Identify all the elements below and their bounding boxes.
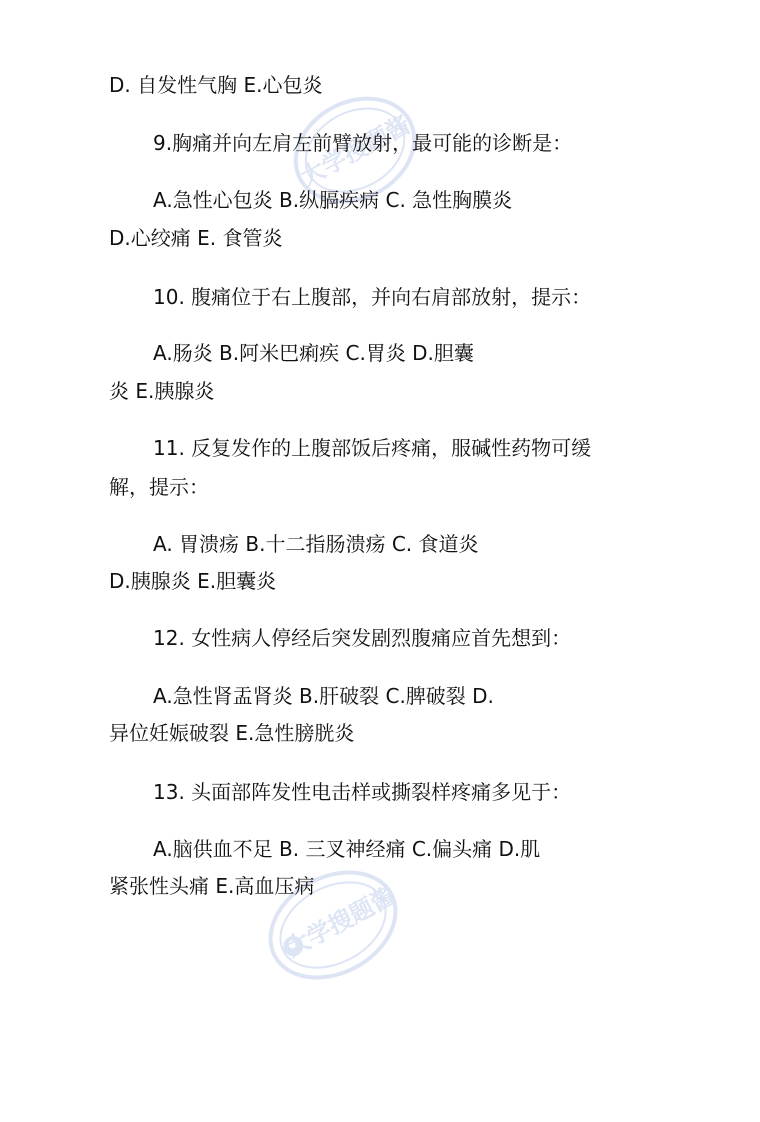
option-line-10-de: 炎 E.胰腺炎	[109, 379, 215, 403]
question-11-part1: 11. 反复发作的上腹部饭后疼痛，服碱性药物可缓	[153, 436, 592, 460]
option-line-8-de: D. 自发性气胸 E.心包炎	[109, 73, 323, 97]
question-10: 10. 腹痛位于右上腹部，并向右肩部放射，提示：	[153, 285, 592, 309]
question-11-part2: 解，提示：	[109, 475, 209, 499]
option-line-13-abcd: A.脑供血不足 B. 三叉神经痛 C.偏头痛 D.肌	[153, 837, 541, 861]
question-9: 9.胸痛并向左肩左前臂放射，最可能的诊断是：	[153, 131, 573, 155]
question-13: 13. 头面部阵发性电击样或撕裂样疼痛多见于：	[153, 780, 572, 804]
option-line-11-de: D.胰腺炎 E.胆囊炎	[109, 569, 277, 593]
option-line-12-de: 异位妊娠破裂 E.急性膀胱炎	[109, 721, 355, 745]
option-line-10-abcd: A.肠炎 B.阿米巴痢疾 C.胃炎 D.胆囊	[153, 341, 474, 365]
option-line-9-abc: A.急性心包炎 B.纵膈疾病 C. 急性胸膜炎	[153, 188, 513, 212]
option-line-13-de: 紧张性头痛 E.高血压病	[109, 874, 315, 898]
option-line-12-abcd: A.急性肾盂肾炎 B.肝破裂 C.脾破裂 D.	[153, 684, 494, 708]
option-line-9-de: D.心绞痛 E. 食管炎	[109, 226, 283, 250]
svg-text:大学搜题酱: 大学搜题酱	[295, 110, 416, 192]
question-12: 12. 女性病人停经后突发剧烈腹痛应首先想到：	[153, 626, 572, 650]
svg-text:大学搜题酱: 大学搜题酱	[280, 881, 401, 963]
option-line-11-abc: A. 胃溃疡 B.十二指肠溃疡 C. 食道炎	[153, 532, 479, 556]
